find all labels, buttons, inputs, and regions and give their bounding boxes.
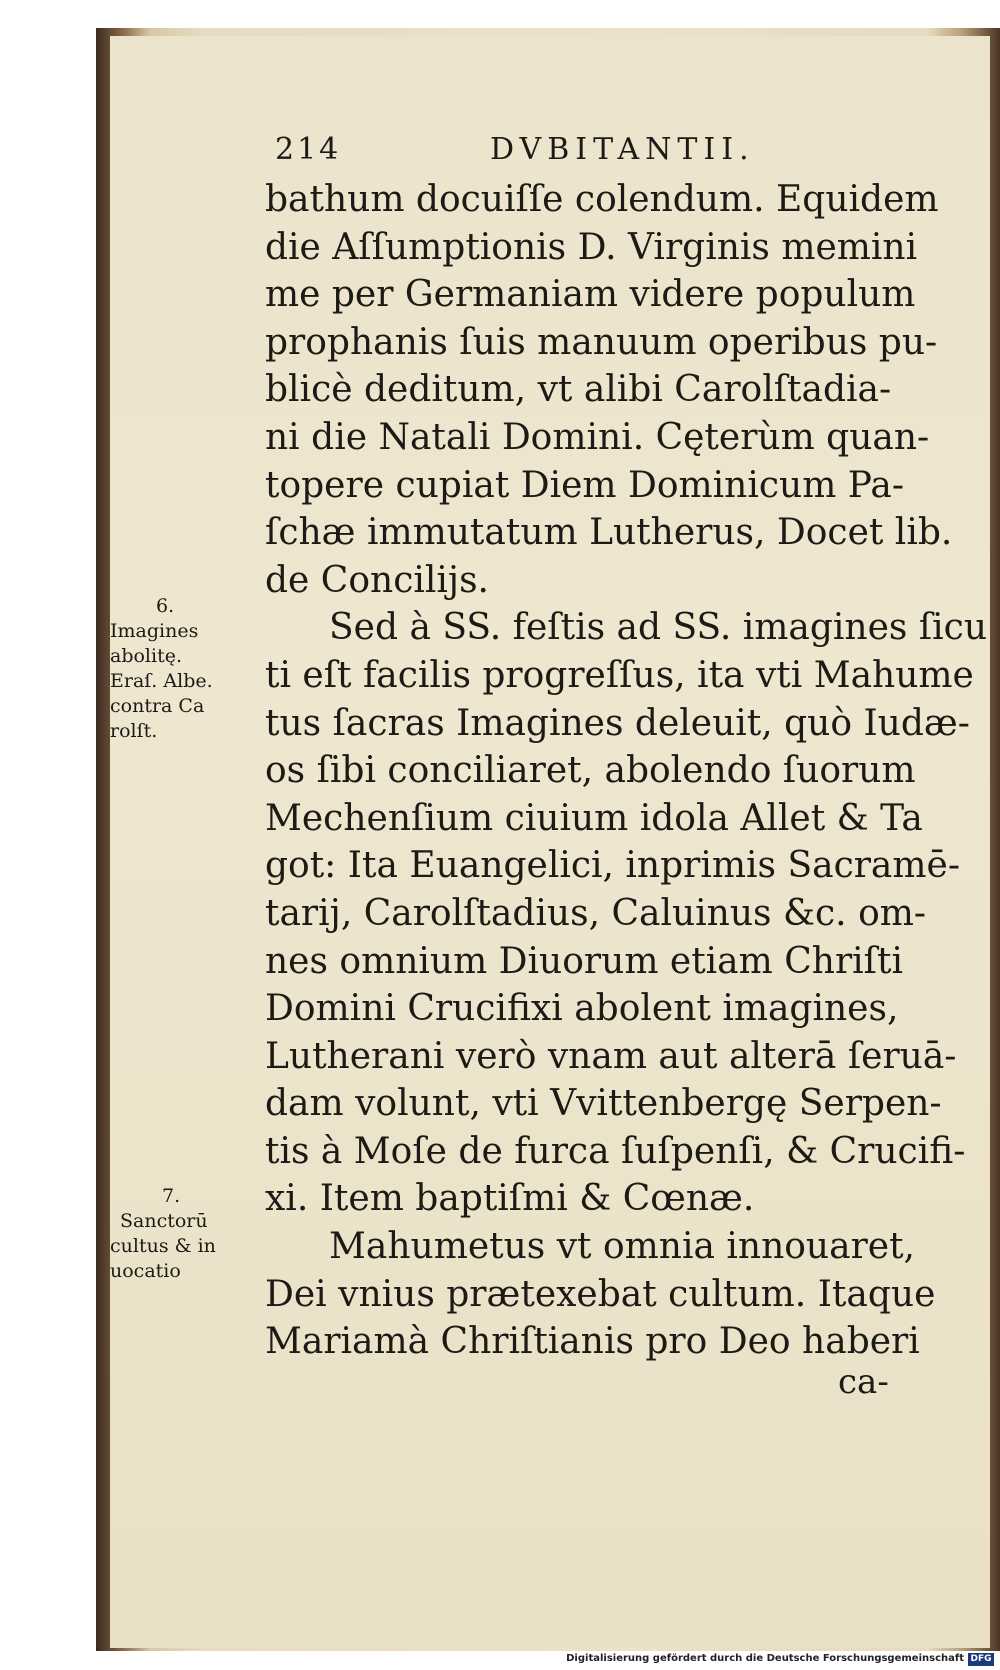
marginal-line: Eraſ. Albe.	[110, 670, 213, 692]
text-line: Sed à SS. feſtis ad SS. imagines ſicu	[329, 607, 988, 649]
book-page	[110, 36, 990, 1648]
marginal-line: contra Ca	[110, 695, 205, 717]
text-line: Mariamà Chriſtianis pro Deo haberi	[265, 1321, 920, 1363]
page-number: 214	[275, 132, 342, 167]
text-line: xi. Item baptiſmi & Cœnæ.	[265, 1178, 755, 1220]
body-text	[265, 176, 988, 1366]
page-header	[275, 128, 975, 172]
text-line: blicè deditum, vt alibi Carolſtadia-	[265, 369, 892, 411]
text-line: Mahumetus vt omnia innouaret,	[329, 1226, 916, 1268]
text-line: topere cupiat Diem Dominicum Pa-	[265, 464, 905, 506]
text-line: prophanis ſuis manuum operibus pu-	[265, 321, 938, 363]
marginal-number: 6.	[156, 595, 175, 617]
catchword: ca-	[838, 1362, 889, 1402]
text-line: de Concilijs.	[265, 559, 489, 601]
dfg-logo: DFG	[968, 1653, 994, 1666]
text-line: Dei vnius prætexebat cultum. Itaque	[265, 1273, 936, 1315]
text-line: os ſibi conciliaret, abolendo ſuorum	[265, 750, 916, 792]
marginal-number: 7.	[162, 1185, 181, 1207]
running-head: DVBITANTII.	[490, 132, 755, 167]
marginal-line: rolſt.	[110, 720, 158, 742]
text-line: ni die Natali Domini. Cęterùm quan-	[265, 416, 930, 458]
text-line: ſchæ immutatum Lutherus, Docet lib.	[265, 512, 953, 554]
text-line: Domini Crucifixi abolent imagines,	[265, 988, 899, 1030]
marginal-line: Imagines	[110, 620, 199, 642]
digitization-footer	[0, 1651, 1000, 1670]
marginal-note-6	[110, 594, 260, 744]
text-line: nes omnium Diuorum etiam Chriſti	[265, 940, 903, 982]
marginal-line: cultus & in	[110, 1235, 216, 1257]
text-line: Mechenſium ciuium idola Allet & Ta	[265, 797, 923, 839]
text-line: tarij, Carolſtadius, Caluinus &c. om-	[265, 892, 927, 934]
text-line: Lutherani verò vnam aut alterā ſeruā-	[265, 1035, 957, 1077]
marginal-note-7	[110, 1184, 260, 1284]
text-line: ti eſt facilis progreſſus, ita vti Mahume	[265, 654, 974, 696]
marginal-line: abolitę.	[110, 645, 183, 667]
text-line: tis à Moſe de furca ſuſpenſi, & Crucifi-	[265, 1130, 966, 1172]
marginal-line: uocatio	[110, 1260, 181, 1282]
text-line: die Aſſumptionis D. Virginis memini	[265, 226, 918, 268]
text-line: got: Ita Euangelici, inprimis Sacramē-	[265, 845, 961, 887]
text-line: tus ſacras Imagines deleuit, quò Iudæ-	[265, 702, 970, 744]
text-line: me per Germaniam videre populum	[265, 274, 916, 316]
marginal-line: Sanctorū	[120, 1210, 208, 1232]
text-line: dam volunt, vti Vvittenbergę Serpen-	[265, 1083, 942, 1125]
footer-credit: Digitalisierung gefördert durch die Deutsche Forschungsgemeinschaft	[566, 1653, 964, 1664]
text-line: bathum docuiſſe colendum. Equidem	[265, 179, 939, 220]
